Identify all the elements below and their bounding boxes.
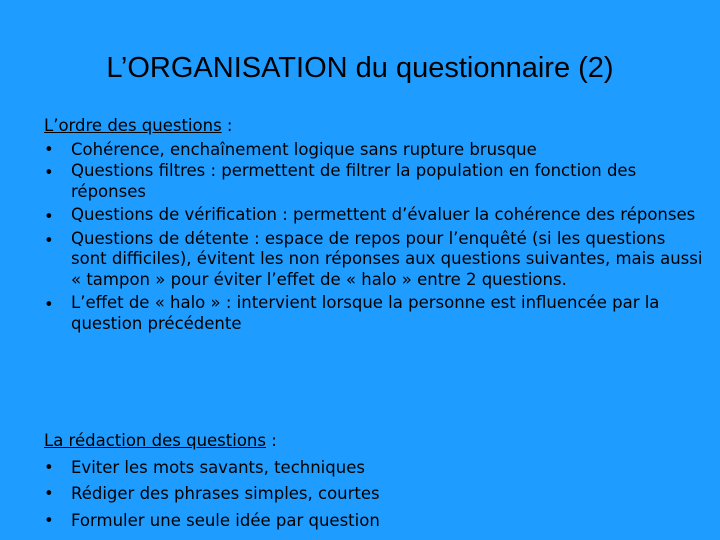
section-heading-colon: : (265, 431, 277, 450)
list-item (44, 455, 704, 482)
list-item-text: Questions de vérification : permettent d’évaluer la cohérence des réponses (71, 205, 696, 224)
list-item-text: Questions filtres : permettent de filtrer la population en fonction des réponses (71, 161, 637, 201)
list-item (44, 293, 704, 334)
list-item-text: Rédiger des phrases simples, courtes (71, 484, 380, 503)
section-heading-text: L’ordre des questions (44, 116, 222, 135)
bullet-list (44, 455, 704, 535)
list-item (44, 481, 704, 508)
list-item (44, 138, 704, 162)
section-heading (44, 428, 704, 455)
slide-title: L’ORGANISATION du questionnaire (2) (106, 52, 614, 84)
list-item (44, 508, 704, 535)
bullet-icon: • (44, 457, 54, 477)
bullet-icon: • (44, 230, 54, 250)
bullet-list (44, 138, 704, 335)
section-question-writing (44, 428, 704, 534)
section-heading-text: La rédaction des questions (44, 431, 266, 450)
section-heading (44, 114, 704, 138)
bullet-icon: • (44, 510, 54, 530)
bullet-icon: • (44, 295, 54, 314)
bullet-icon: • (44, 484, 54, 503)
bullet-icon: • (44, 139, 54, 159)
list-item (44, 205, 704, 226)
list-item-text: Eviter les mots savants, techniques (71, 457, 365, 477)
list-item-text: L’effet de « halo » : intervient lorsque la personne est influencée par la question précédente (71, 293, 660, 333)
list-item (44, 229, 704, 291)
bullet-icon: • (44, 207, 54, 226)
bullet-icon: • (44, 163, 54, 182)
list-item-text: Formuler une seule idée par question (71, 510, 380, 530)
list-item-text: Cohérence, enchaînement logique sans rupture brusque (71, 139, 537, 159)
list-item (44, 161, 704, 202)
list-item-text: Questions de détente : espace de repos pour l’enquêté (si les questions sont difficiles), évitent les non réponses aux questions suivantes, mais aussi « tampon » pour éviter l’effet de « halo » entre 2 questions. (71, 228, 703, 289)
section-question-order (44, 114, 704, 337)
section-heading-colon: : (221, 116, 233, 135)
